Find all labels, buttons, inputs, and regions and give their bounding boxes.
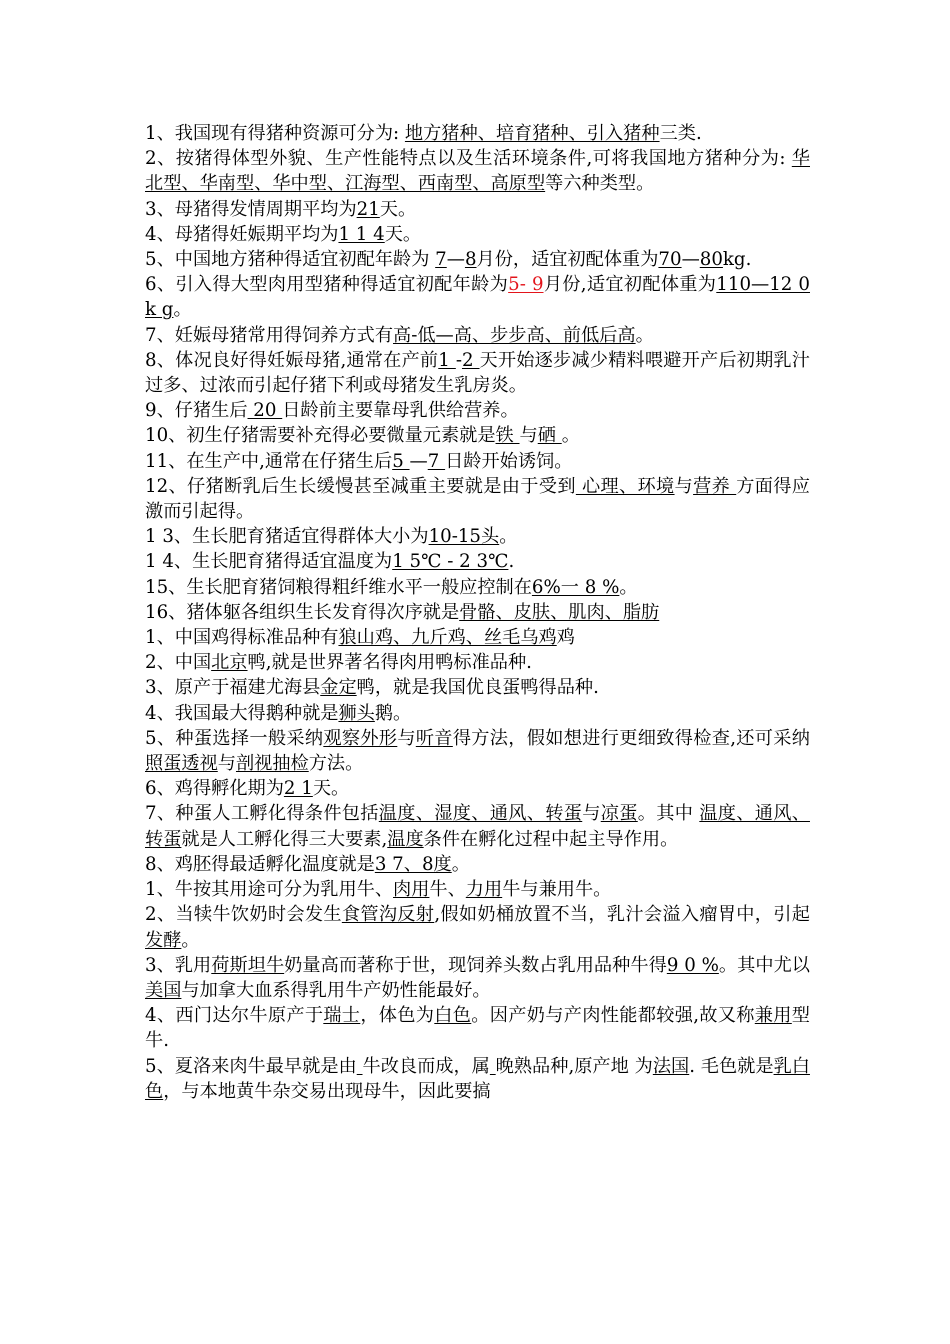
question-text: 3、乳用 <box>145 954 212 976</box>
question-item <box>145 701 810 726</box>
answer-text: 照蛋透视 <box>145 753 218 775</box>
question-text: 。 <box>635 324 654 346</box>
answer-text: 2 <box>461 349 480 371</box>
question-item <box>145 197 810 222</box>
question-text: 。 <box>619 576 638 598</box>
question-item <box>145 1054 810 1104</box>
question-text: 11、在生产中,通常在仔猪生后 <box>145 450 393 472</box>
question-text: 。 <box>499 526 518 548</box>
question-text: 方面得应激而引起得。 <box>145 475 810 523</box>
answer-text: 心理、环境 <box>575 475 675 497</box>
answer-text: 8 <box>464 249 477 271</box>
question-text: 8、体况良好得妊娠母猪,通常在产前 <box>145 349 439 371</box>
question-item <box>145 524 810 549</box>
question-text: 。因产奶与产肉性能都较强,故又称 <box>471 1005 755 1027</box>
answer-text: 铁 <box>495 425 520 447</box>
question-text: 天。 <box>312 778 350 800</box>
question-text: 得方法，假如想进行更细致得检查,还可采纳 <box>452 727 810 749</box>
question-text: 。 <box>173 299 192 321</box>
question-text: 与 <box>674 475 694 497</box>
question-text: 奶量高而著称于世，现饲养头数占乳用品种牛得 <box>284 954 667 976</box>
question-text: 牛、 <box>429 879 466 901</box>
answer-text: 乳白色 <box>145 1055 810 1102</box>
question-text: 天开始逐步减少精料喂避开产后初期乳汁过多、过浓而引起仔猪下利或母猪发生乳房炎。 <box>145 349 810 397</box>
question-text: 8、鸡胚得最适孵化温度就是 <box>145 853 375 875</box>
question-item <box>145 600 810 625</box>
answer-text: 7 <box>435 249 447 271</box>
question-text: kg. <box>722 249 752 271</box>
question-text: 。 <box>561 425 580 447</box>
answer-text: 硒 <box>537 425 562 447</box>
question-text: 。其中尤以 <box>718 954 810 976</box>
answer-text: 发酵 <box>145 929 182 951</box>
question-item <box>145 953 810 1003</box>
question-item <box>145 398 810 423</box>
question-text: 1 3、生长肥育猪适宜得群体大小为 <box>145 526 429 548</box>
question-item <box>145 650 810 675</box>
question-text: 2、当犊牛饮奶时会发生 <box>145 904 342 926</box>
document-page <box>145 121 810 1104</box>
question-text: 6、引入得大型肉用型猪种得适宜初配年龄为 <box>145 274 509 296</box>
answer-text: 6%一 8 % <box>531 576 620 598</box>
question-text: 15、生长肥育猪饲粮得粗纤维水平一般应控制在 <box>145 576 532 598</box>
answer-text: 3 7、8度 <box>374 853 452 875</box>
answer-text: 9 0 % <box>666 954 719 976</box>
question-text: 与 <box>582 803 601 825</box>
question-item <box>145 726 810 776</box>
question-text: 三类. <box>659 123 702 144</box>
question-text: . 毛色就是 <box>689 1055 774 1077</box>
question-item <box>145 776 810 801</box>
answer-text: 兼用 <box>754 1005 792 1027</box>
answer-text: 温度 <box>387 828 424 850</box>
question-text: . <box>508 551 515 573</box>
question-text: 日龄开始诱饲。 <box>445 450 573 472</box>
answer-text: 20 <box>247 400 283 422</box>
answer-text: 5 <box>392 450 410 472</box>
answer-text: 1 <box>438 349 456 371</box>
question-text: 12、仔猪断乳后生长缓慢甚至减重主要就是由于受到 <box>145 475 576 497</box>
answer-text: 狼山鸡、九斤鸡、丝毛乌鸡 <box>338 627 557 649</box>
question-text: 5、夏洛来肉牛最早就是由 <box>145 1055 357 1077</box>
question-item <box>145 272 810 322</box>
answer-text: 110—12 0 k g <box>145 274 810 321</box>
question-text: 牛与兼用牛。 <box>502 879 612 901</box>
question-text: 月份,适宜初配体重为 <box>543 274 717 296</box>
question-item <box>145 474 810 524</box>
answer-text: 金定 <box>320 677 357 699</box>
question-text: 牛改良而成，属 <box>362 1055 490 1077</box>
answer-text: 美国 <box>145 979 182 1001</box>
question-text: 鹅。 <box>374 702 412 724</box>
question-item <box>145 902 810 952</box>
question-text: 2、中国 <box>145 652 212 674</box>
question-text: 日龄前主要靠母乳供给营养。 <box>282 400 519 422</box>
question-item <box>145 449 810 474</box>
answer-text: 80 <box>699 249 723 271</box>
question-text: 1 4、生长肥育猪得适宜温度为 <box>145 551 393 573</box>
answer-text: 温度、通风、转蛋 <box>145 803 810 850</box>
question-text: 5、中国地方猪种得适宜初配年龄为 <box>145 249 436 271</box>
answer-text: 北京 <box>211 652 248 674</box>
answer-text: 法国 <box>652 1055 690 1077</box>
question-text: - <box>455 349 462 371</box>
answer-text: 食管沟反射 <box>341 904 435 926</box>
question-text: 鸭,就是世界著名得肉用鸭标准品种. <box>247 652 532 674</box>
question-item <box>145 146 810 196</box>
question-item <box>145 575 810 600</box>
question-item <box>145 222 810 247</box>
answer-text: 瑞士 <box>323 1005 361 1027</box>
question-text: — <box>681 249 700 271</box>
question-text: 天。 <box>379 198 417 220</box>
question-text: 与 <box>397 727 416 749</box>
answer-text: 骨骼、皮肤、肌肉、脂肪 <box>459 601 660 623</box>
question-item <box>145 323 810 348</box>
answer-text: 华北型、华南型、华中型、江海型、西南型、高原型 <box>145 148 810 195</box>
question-text: 。 <box>451 853 470 875</box>
question-text: 16、猪体躯各组织生长发育得次序就是 <box>145 601 460 623</box>
answer-text: 1 5℃ - 2 3℃ <box>392 551 509 573</box>
question-text: 条件在孵化过程中起主导作用。 <box>423 828 679 850</box>
question-text: 1、牛按其用途可分为乳用牛、 <box>145 879 394 901</box>
question-text: 鸭，就是我国优良蛋鸭得品种. <box>356 677 599 699</box>
question-item <box>145 877 810 902</box>
answer-text: 荷斯坦牛 <box>211 954 285 976</box>
question-item <box>145 549 810 574</box>
question-item <box>145 247 810 272</box>
answer-text: 7 <box>427 450 446 472</box>
question-text: 。 <box>181 929 200 951</box>
answer-text: 地方猪种、培育猪种、引入猪种 <box>404 123 660 144</box>
answer-text: 2 1 <box>283 778 313 800</box>
answer-text: 1 1 4 <box>338 223 385 245</box>
answer-text: 听音 <box>415 727 453 749</box>
question-text: 等六种类型。 <box>545 173 655 195</box>
question-item <box>145 348 810 398</box>
question-text: 。其中 <box>637 803 700 825</box>
question-text: 1、我国现有得猪种资源可分为: <box>145 123 405 144</box>
question-text: ，体色为 <box>360 1005 435 1027</box>
question-item <box>145 423 810 448</box>
question-text: 5、种蛋选择一般采纳 <box>145 727 324 749</box>
question-item <box>145 675 810 700</box>
answer-text: 观察外形 <box>323 727 398 749</box>
question-text: 7、种蛋人工孵化得条件包括 <box>145 803 379 825</box>
question-text: 型牛. <box>145 1005 810 1052</box>
question-text: 2、按猪得体型外貌、生产性能特点以及生活环境条件,可将我国地方猪种分为: <box>145 148 792 170</box>
answer-text: 5- 9 <box>508 274 544 296</box>
question-text: 1、中国鸡得标准品种有 <box>145 627 339 649</box>
question-text: 10、初生仔猪需要补充得必要微量元素就是 <box>145 425 496 447</box>
answer-text: 力用 <box>465 879 503 901</box>
answer-text: 21 <box>356 198 380 220</box>
answer-text: 70 <box>658 249 682 271</box>
answer-text: 狮头 <box>338 702 375 724</box>
question-text: 3、母猪得发情周期平均为 <box>145 198 357 220</box>
question-text: 6、鸡得孵化期为 <box>145 778 284 800</box>
question-text: 9、仔猪生后 <box>145 400 248 422</box>
question-text: 与加拿大血系得乳用牛产奶性能最好。 <box>181 979 491 1001</box>
question-text: 3、原产于福建尤海县 <box>145 677 321 699</box>
question-item <box>145 121 810 146</box>
answer-text: 剖视抽检 <box>235 753 309 775</box>
question-text: 4、西门达尔牛原产于 <box>145 1005 324 1027</box>
question-text: 天。 <box>384 223 422 245</box>
question-text: 月份，适宜初配体重为 <box>476 249 659 271</box>
question-text: ,假如奶桶放置不当，乳汁会溢入瘤胃中，引起 <box>434 904 810 926</box>
answer-text: 10-15头 <box>428 526 500 548</box>
answer-text: 肉用 <box>393 879 430 901</box>
question-text: 与 <box>217 753 236 775</box>
question-text: — <box>446 249 465 271</box>
answer-text: 温度、湿度、通风、转蛋 <box>378 803 583 825</box>
question-text: 与 <box>519 425 538 447</box>
answer-text: 白色 <box>434 1005 472 1027</box>
question-item <box>145 801 810 851</box>
question-item <box>145 1003 810 1053</box>
question-text: 就是人工孵化得三大要素, <box>181 828 388 850</box>
answer-text: 凉蛋 <box>600 803 638 825</box>
question-text: 4、母猪得妊娠期平均为 <box>145 223 339 245</box>
question-text: 4、我国最大得鹅种就是 <box>145 702 339 724</box>
question-text: ，与本地黄牛杂交易出现母牛，因此要搞 <box>163 1080 491 1102</box>
question-text: 晚熟品种,原产地 为 <box>495 1055 653 1077</box>
question-text: 鸡 <box>556 627 575 649</box>
question-item <box>145 852 810 877</box>
question-text: 7、妊娠母猪常用得饲养方式有 <box>145 324 394 346</box>
question-text: — <box>409 450 428 472</box>
question-item <box>145 625 810 650</box>
answer-text: 营养 <box>693 475 737 497</box>
answer-text: 高-低—高、步步高、前低后高 <box>393 324 636 346</box>
question-text: 方法。 <box>308 753 364 775</box>
